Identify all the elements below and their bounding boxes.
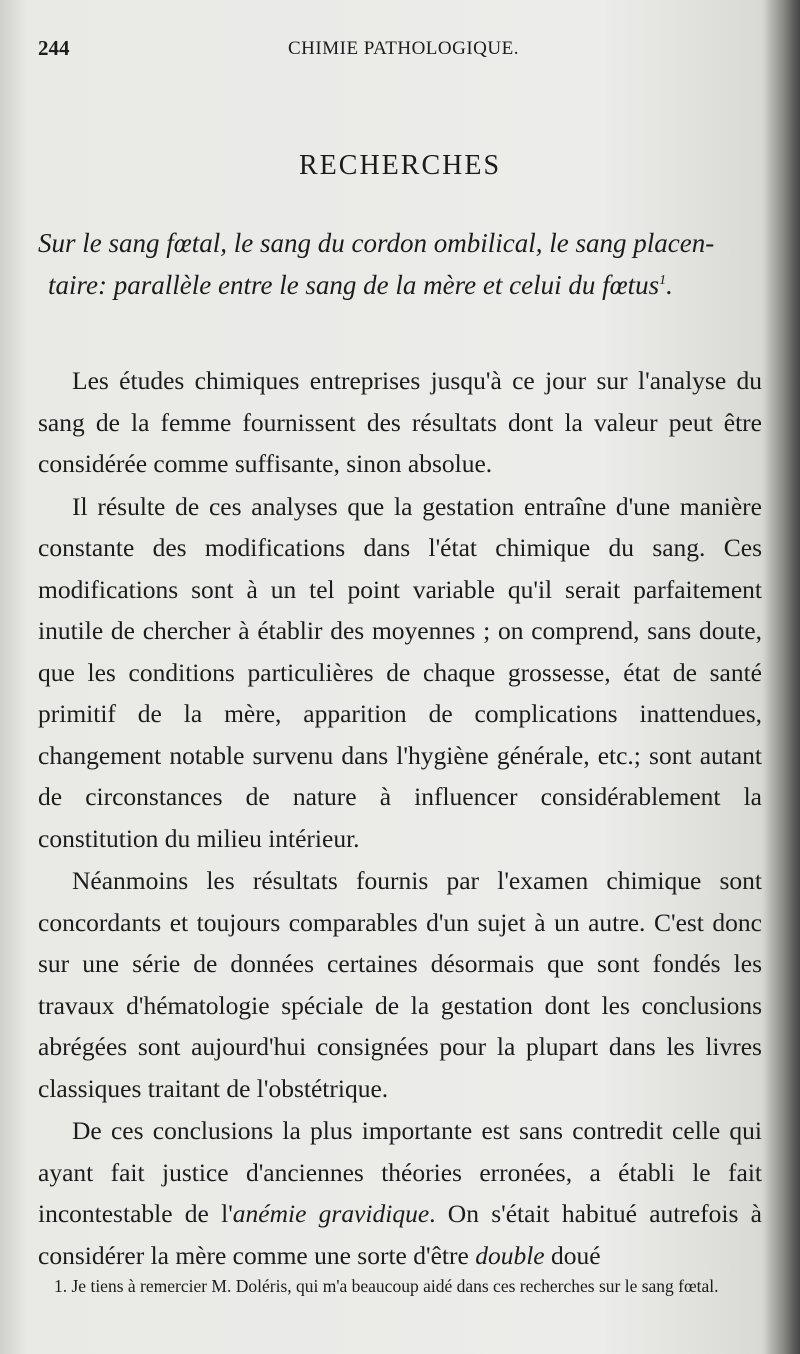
paragraph-4-start: De ces conclusions la plus importante est sans contredit celle qui ayant fait justice d'anciennes théories erronées, a établi le fait incontestable de l' xyxy=(38,1116,762,1228)
running-head: CHIMIE PATHOLOGIQUE. xyxy=(288,38,519,59)
emphasis-double: double xyxy=(475,1240,545,1270)
paragraph-2: Il résulte de ces analyses que la gestation entraîne d'une manière constante des modifications dans l'état chimique du sang. Ces modifications sont à un tel point variable qu'il serait parfaitement inutile de chercher à établir des moyennes ; on comprend, sans doute, que les conditions particulières de chaque grossesse, état de santé primitif de la mère, apparition de complications inattendues, changement notable survenu dans l'hygiène générale, etc.; sont autant de circonstances de nature à influencer considérablement la constitution du milieu intérieur. xyxy=(38,491,762,853)
paragraph-4-end: doué xyxy=(544,1240,601,1270)
footnote-text: Je tiens à remercier M. Doléris, qui m'a beaucoup aidé dans ces recherches sur le sang fœtal. xyxy=(71,1276,719,1296)
paragraph-4-middle: . On s'était habitué autrefois à considérer la mère comme une sorte d'être xyxy=(38,1199,762,1270)
section-title: RECHERCHES xyxy=(298,150,502,181)
body-text xyxy=(38,360,762,1276)
subtitle-line-1: Sur le sang fœtal, le sang du cordon ombilical, le sang placen- xyxy=(38,228,715,258)
page-number: 244 xyxy=(38,36,70,60)
subtitle-line-2-text: taire: parallèle entre le sang de la mère et celui du fœtus xyxy=(48,270,660,300)
section-subtitle xyxy=(38,222,762,306)
footnote-number: 1. xyxy=(54,1276,68,1296)
paragraph-3: Néanmoins les résultats fournis par l'examen chimique sont concordants et toujours comparables d'un sujet à un autre. C'est donc sur une série de données certaines désormais que sont fondés les travaux d'hématologie spéciale de la gestation dont les conclusions abrégées sont aujourd'hui consignées pour la plupart dans les livres classiques traitant de l'obstétrique. xyxy=(38,866,762,1103)
subtitle-period: . xyxy=(666,270,673,300)
page-edge-shadow xyxy=(764,0,800,1354)
footnote xyxy=(38,1274,762,1298)
paragraph-1: Les études chimiques entreprises jusqu'à ce jour sur l'analyse du sang de la femme fournissent des résultats dont la valeur peut être considérée comme suffisante, sinon absolue. xyxy=(38,366,762,478)
paragraph-4 xyxy=(38,1110,762,1276)
emphasis-anemie-gravidique: anémie gravidique xyxy=(232,1199,430,1228)
page-header xyxy=(38,36,762,64)
footnote-reference[interactable]: 1 xyxy=(659,273,667,288)
subtitle-line-2 xyxy=(38,264,762,306)
